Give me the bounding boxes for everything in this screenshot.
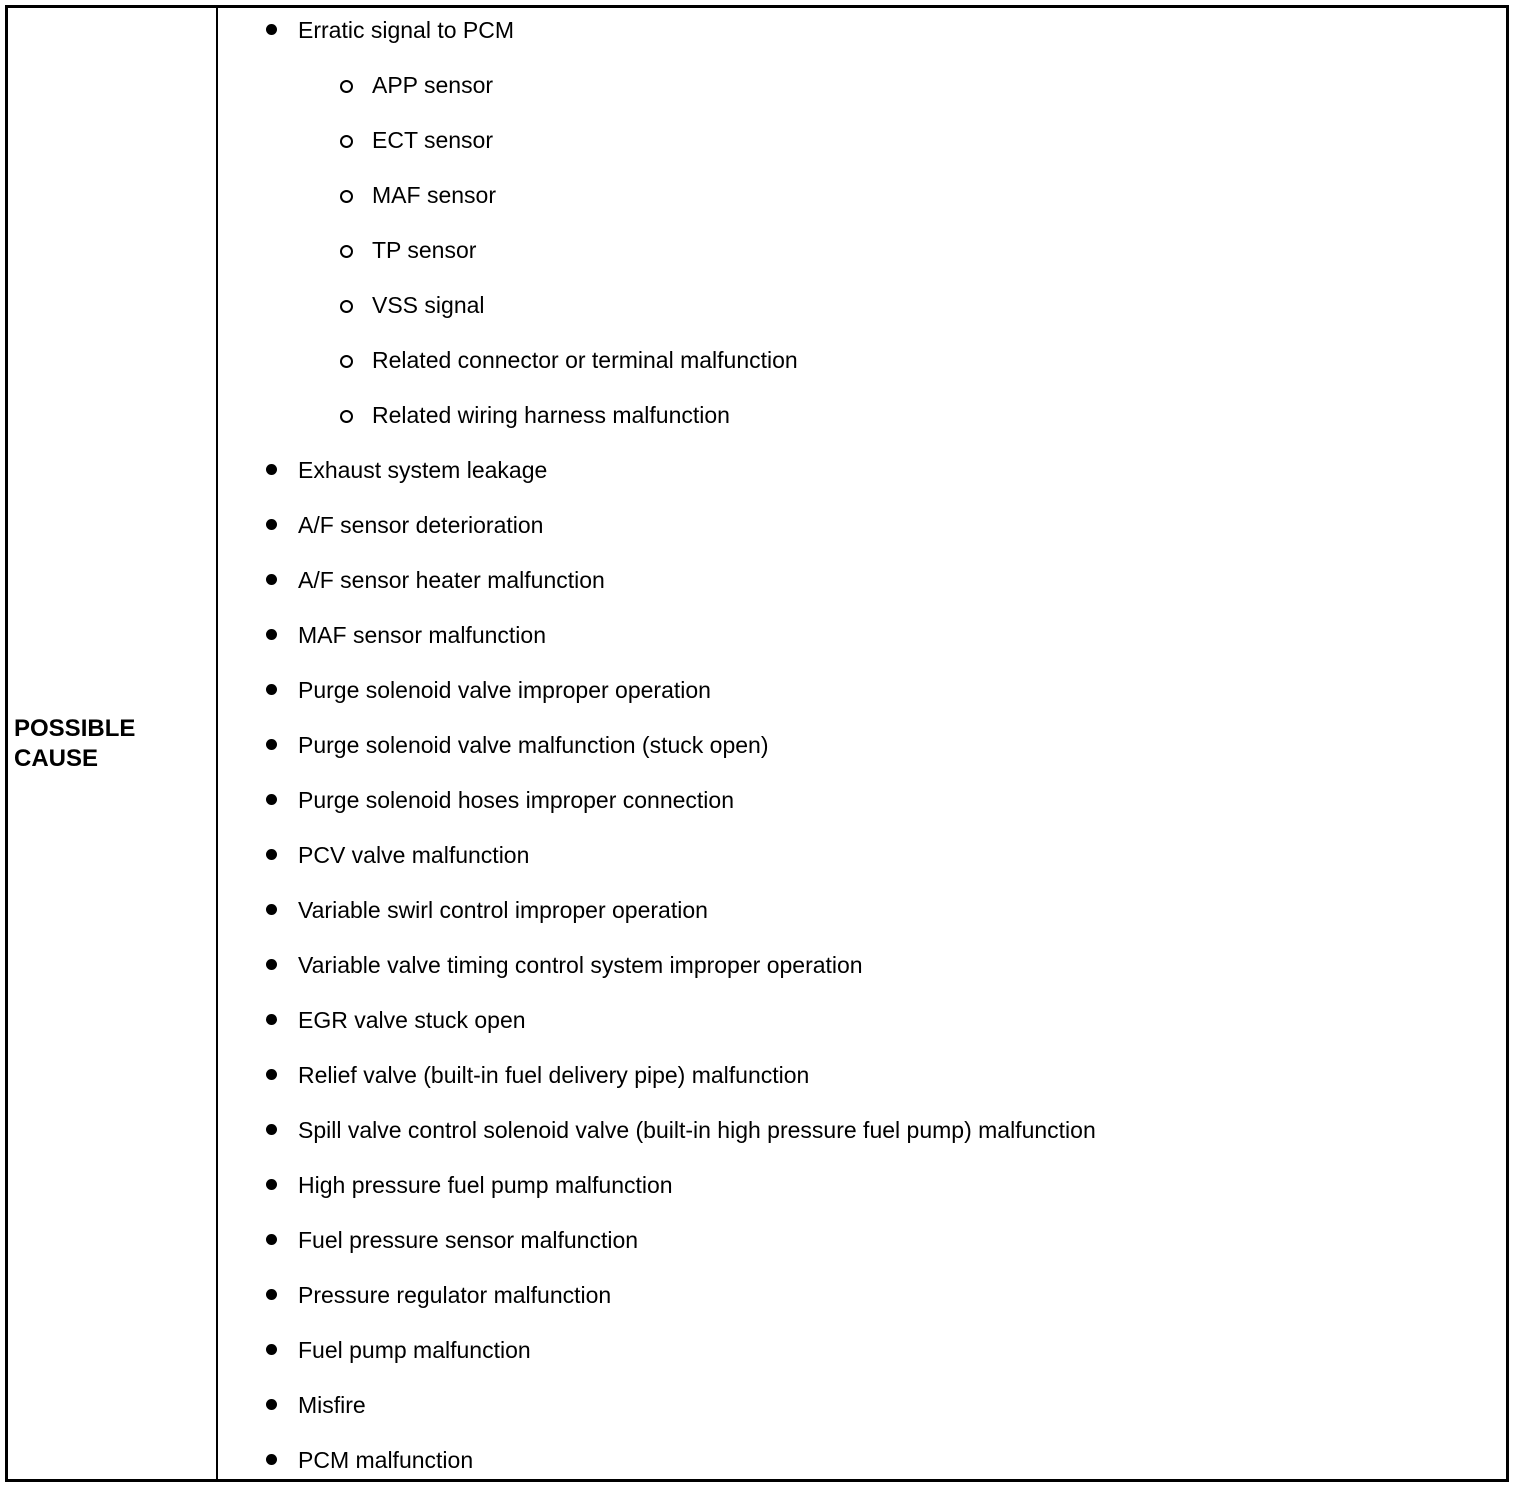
filled-bullet-icon bbox=[266, 904, 277, 915]
list-item-text: TP sensor bbox=[372, 237, 477, 263]
list-item-text: A/F sensor deterioration bbox=[298, 512, 544, 538]
filled-bullet-icon bbox=[266, 794, 277, 805]
label-line-2: CAUSE bbox=[14, 744, 99, 772]
possible-cause-label bbox=[14, 714, 174, 774]
filled-bullet-icon bbox=[266, 1454, 277, 1465]
filled-bullet-icon bbox=[266, 684, 277, 695]
list-item-text: Spill valve control solenoid valve (built-in high pressure fuel pump) malfunction bbox=[298, 1117, 1096, 1143]
filled-bullet-icon bbox=[266, 574, 277, 585]
label-cell bbox=[8, 8, 218, 1479]
list-item-text: Misfire bbox=[298, 1392, 366, 1418]
list-item-text: MAF sensor bbox=[372, 182, 496, 208]
list-item-text: High pressure fuel pump malfunction bbox=[298, 1172, 673, 1198]
list-item-text: Erratic signal to PCM bbox=[298, 17, 515, 43]
filled-bullet-icon bbox=[266, 1234, 277, 1245]
list-item-text: A/F sensor heater malfunction bbox=[298, 567, 605, 593]
possible-cause-table bbox=[5, 5, 1509, 1482]
label-line-1: POSSIBLE bbox=[14, 714, 136, 742]
list-item-text: PCM malfunction bbox=[298, 1447, 474, 1473]
hollow-bullet-icon bbox=[340, 355, 353, 368]
list-item-text: Fuel pump malfunction bbox=[298, 1337, 531, 1363]
hollow-bullet-icon bbox=[340, 410, 353, 423]
list-item-text: Related connector or terminal malfunction bbox=[372, 347, 798, 373]
filled-bullet-icon bbox=[266, 629, 277, 640]
filled-bullet-icon bbox=[266, 24, 277, 35]
list-item-text: Fuel pressure sensor malfunction bbox=[298, 1227, 639, 1253]
list-item-text: PCV valve malfunction bbox=[298, 842, 530, 868]
list-item-text: Variable swirl control improper operation bbox=[298, 897, 708, 923]
list-item-text: VSS signal bbox=[372, 292, 485, 318]
list-item-text: Relief valve (built-in fuel delivery pipe) malfunction bbox=[298, 1062, 810, 1088]
list-item-text: Related wiring harness malfunction bbox=[372, 402, 730, 428]
list-item-text: Purge solenoid valve improper operation bbox=[298, 677, 711, 703]
list-item-text: ECT sensor bbox=[372, 127, 494, 153]
filled-bullet-icon bbox=[266, 1344, 277, 1355]
list-item-text: Purge solenoid valve malfunction (stuck open) bbox=[298, 732, 769, 758]
list-item-text: Exhaust system leakage bbox=[298, 457, 548, 483]
filled-bullet-icon bbox=[266, 519, 277, 530]
filled-bullet-icon bbox=[266, 1124, 277, 1135]
filled-bullet-icon bbox=[266, 959, 277, 970]
hollow-bullet-icon bbox=[340, 80, 353, 93]
hollow-bullet-icon bbox=[340, 300, 353, 313]
filled-bullet-icon bbox=[266, 464, 277, 475]
filled-bullet-icon bbox=[266, 1014, 277, 1025]
list-item-text: Pressure regulator malfunction bbox=[298, 1282, 612, 1308]
filled-bullet-icon bbox=[266, 1289, 277, 1300]
filled-bullet-icon bbox=[266, 1399, 277, 1410]
list-item-text: MAF sensor malfunction bbox=[298, 622, 546, 648]
list-item-text: Variable valve timing control system improper operation bbox=[298, 952, 863, 978]
list-item-text: Purge solenoid hoses improper connection bbox=[298, 787, 734, 813]
hollow-bullet-icon bbox=[340, 135, 353, 148]
filled-bullet-icon bbox=[266, 1069, 277, 1080]
hollow-bullet-icon bbox=[340, 245, 353, 258]
filled-bullet-icon bbox=[266, 849, 277, 860]
hollow-bullet-icon bbox=[340, 190, 353, 203]
list-item-text: APP sensor bbox=[372, 72, 494, 98]
filled-bullet-icon bbox=[266, 739, 277, 750]
filled-bullet-icon bbox=[266, 1179, 277, 1190]
causes-cell bbox=[218, 8, 1506, 1479]
list-item-text: EGR valve stuck open bbox=[298, 1007, 526, 1033]
